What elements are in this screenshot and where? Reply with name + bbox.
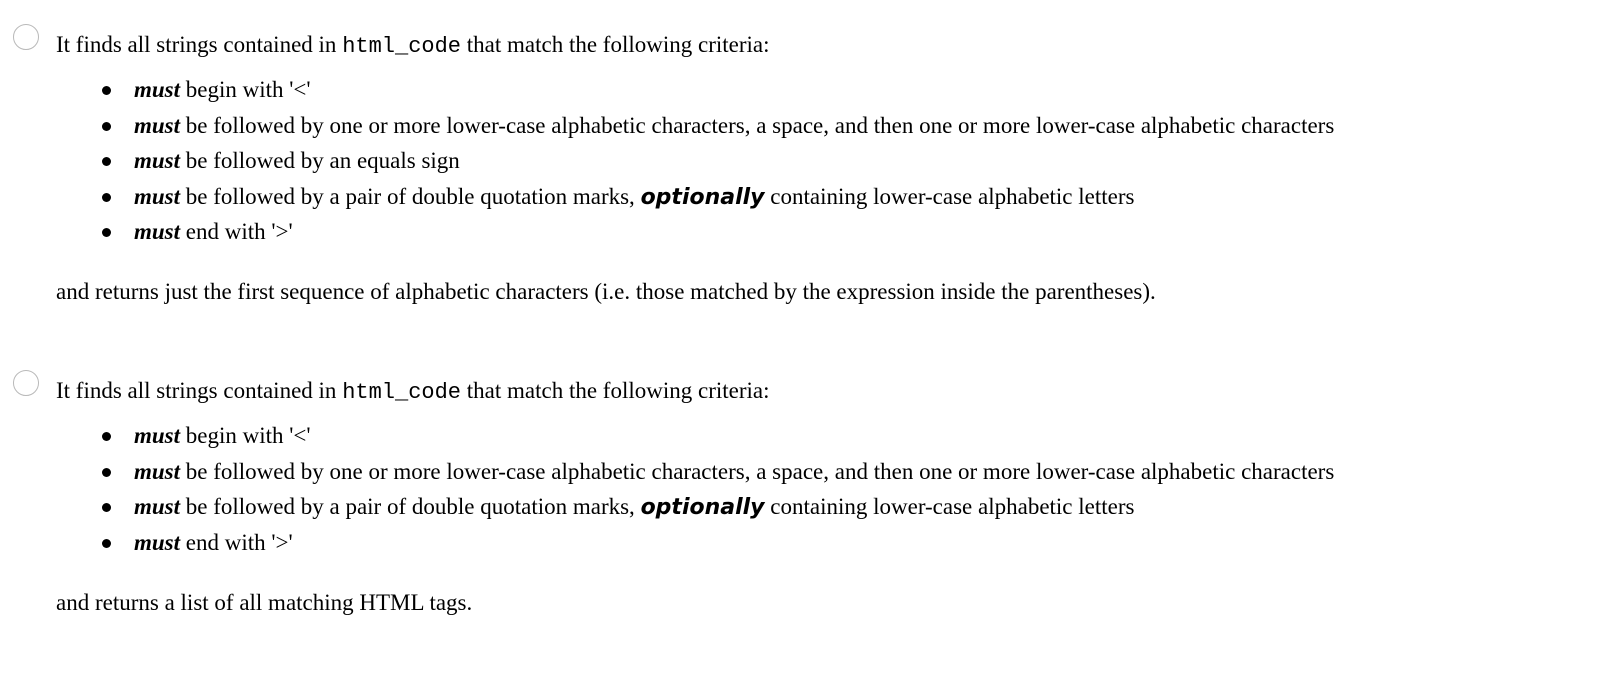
must-keyword: must [134, 77, 181, 102]
criteria-text-tail: containing lower-case alphabetic letters [764, 183, 1135, 209]
criteria-text: be followed by a pair of double quotation marks, [180, 183, 641, 209]
criteria-text: be followed by a pair of double quotation marks, [180, 494, 641, 519]
criteria-list-option-1 [0, 76, 1334, 254]
criteria-text-tail: containing lower-case alphabetic letters [764, 494, 1135, 519]
criteria-text: begin with '<' [180, 423, 311, 448]
option-1-returns-text: and returns just the first sequence of alphabetic characters (i.e. those matched by the expression inside the parentheses). [56, 279, 1156, 304]
criteria-item [0, 76, 1334, 112]
bullet-icon [102, 503, 111, 512]
optionally-keyword: optionally [640, 495, 765, 520]
criteria-text: be followed by an equals sign [180, 148, 460, 173]
code-identifier: html_code [342, 380, 462, 405]
must-keyword: must [134, 219, 181, 244]
bullet-icon [102, 86, 111, 95]
criteria-item [0, 493, 1334, 529]
intro-text: It finds all strings contained in [56, 32, 343, 57]
criteria-item [0, 218, 1334, 254]
must-keyword: must [134, 423, 181, 448]
must-keyword: must [134, 148, 181, 173]
bullet-icon [102, 539, 111, 548]
criteria-list-option-2 [0, 422, 1334, 564]
criteria-text: be followed by one or more lower-case alphabetic characters, a space, and then one or more lower-case alphabetic characters [180, 458, 1335, 484]
option-1-intro [56, 31, 770, 61]
criteria-text: be followed by one or more lower-case alphabetic characters, a space, and then one or more lower-case alphabetic characters [180, 112, 1335, 138]
bullet-icon [102, 432, 111, 441]
option-2-returns-text: and returns a list of all matching HTML tags. [56, 590, 473, 615]
radio-button-option-2[interactable] [13, 370, 39, 396]
must-keyword: must [134, 458, 181, 484]
optionally-keyword: optionally [640, 184, 765, 210]
criteria-text: end with '>' [180, 219, 293, 244]
criteria-item [0, 458, 1334, 494]
must-keyword: must [134, 529, 181, 555]
criteria-item [0, 183, 1334, 219]
criteria-text: end with '>' [180, 529, 293, 555]
bullet-icon [102, 228, 111, 237]
bullet-icon [102, 468, 111, 477]
option-2-intro [56, 377, 770, 407]
criteria-item [0, 147, 1334, 183]
must-keyword: must [134, 112, 181, 138]
criteria-text: begin with '<' [180, 77, 311, 102]
intro-text: It finds all strings contained in [56, 378, 343, 403]
bullet-icon [102, 193, 111, 202]
bullet-icon [102, 122, 111, 131]
must-keyword: must [134, 494, 181, 519]
radio-button-option-1[interactable] [13, 24, 39, 50]
intro-text-end: that match the following criteria: [461, 32, 770, 57]
criteria-item [0, 112, 1334, 148]
code-identifier: html_code [342, 34, 462, 59]
bullet-icon [102, 157, 111, 166]
criteria-item [0, 422, 1334, 458]
must-keyword: must [134, 183, 181, 209]
intro-text-end: that match the following criteria: [461, 378, 770, 403]
criteria-item [0, 529, 1334, 565]
